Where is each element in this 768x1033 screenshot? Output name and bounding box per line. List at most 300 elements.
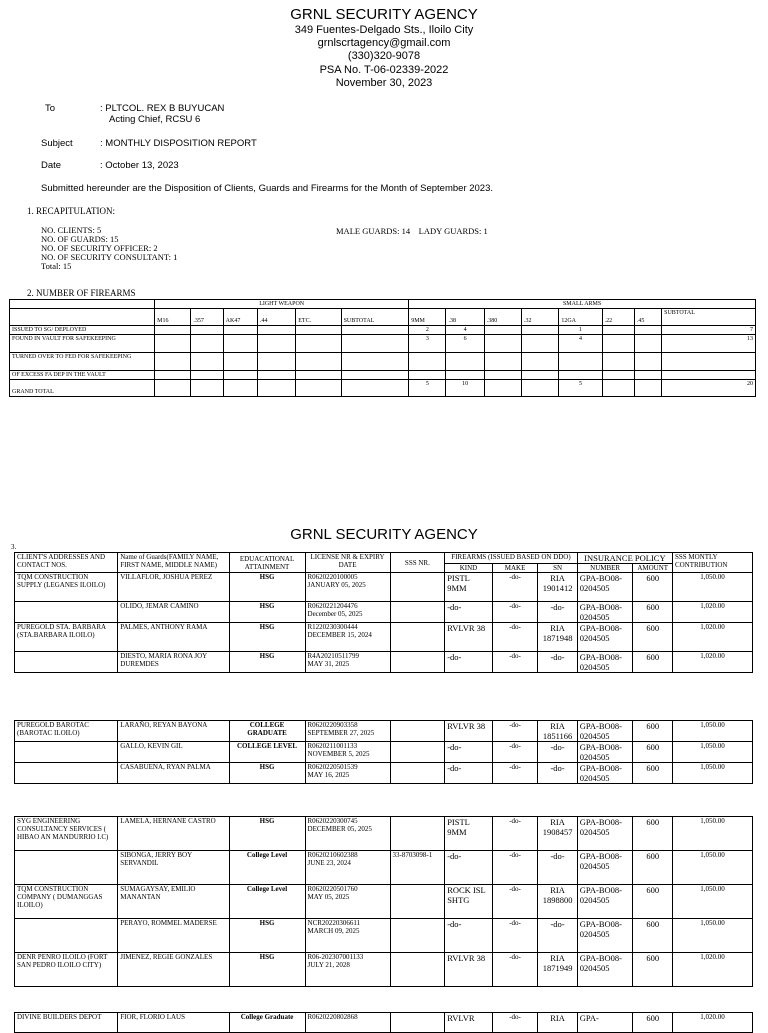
recap-list bbox=[41, 226, 177, 271]
table-row bbox=[15, 953, 753, 987]
cell-contrib: 1,050.00 bbox=[672, 885, 752, 919]
date-label: Date bbox=[41, 160, 62, 171]
firearms-cell bbox=[155, 353, 191, 371]
firearms-cell: 3 bbox=[409, 335, 446, 353]
cell-kind: RVLVR 38 bbox=[445, 953, 493, 987]
firearms-cell bbox=[257, 353, 295, 371]
cell-make: -do- bbox=[492, 953, 538, 987]
cell-kind: PISTL 9MM bbox=[445, 817, 493, 851]
firearms-row bbox=[10, 380, 756, 397]
psa-number: PSA No. T-06-02339-2022 bbox=[319, 64, 449, 76]
license-number: R0620220903358 bbox=[307, 721, 358, 729]
table-row bbox=[15, 602, 753, 623]
guards-table-3 bbox=[14, 816, 753, 987]
firearms-heading: 2. NUMBER OF FIREARMS bbox=[27, 288, 136, 298]
col-header: .22 bbox=[602, 309, 634, 326]
firearms-cell bbox=[522, 353, 559, 371]
cell-educ: HSG bbox=[229, 953, 305, 987]
col-header: SUBTOTAL bbox=[662, 309, 756, 326]
cell-make: -do- bbox=[492, 817, 538, 851]
male-guards: MALE GUARDS: 14 bbox=[336, 226, 411, 236]
cell-sn: RIA 1851166 bbox=[538, 721, 577, 742]
firearms-cell: 1 bbox=[559, 326, 602, 335]
cell-client bbox=[15, 602, 118, 623]
cell-name: LAMELA, HERNANE CASTRO bbox=[118, 817, 229, 851]
cell-sn: -do- bbox=[538, 919, 577, 953]
cell-amt: 600 bbox=[633, 652, 672, 673]
firearms-cell bbox=[602, 371, 634, 380]
section-number: 3. bbox=[11, 543, 17, 551]
license-expiry: JULY 21, 2028 bbox=[307, 961, 350, 969]
cell-sn: RIA 1908457 bbox=[538, 817, 577, 851]
cell-lic bbox=[305, 885, 390, 919]
firearms-cell bbox=[155, 380, 191, 397]
cell-lic bbox=[305, 763, 390, 784]
cell-contrib: 1,050.00 bbox=[672, 721, 752, 742]
cell-sss bbox=[390, 885, 445, 919]
firearms-cell bbox=[191, 353, 223, 371]
cell-make: -do- bbox=[492, 721, 538, 742]
firearms-cell: 20 bbox=[662, 380, 756, 397]
cell-make: -do- bbox=[492, 602, 538, 623]
license-number: R0620220501760 bbox=[307, 885, 358, 893]
cell-educ: HSG bbox=[229, 919, 305, 953]
cell-make: -do- bbox=[492, 919, 538, 953]
cell-kind: -do- bbox=[445, 763, 493, 784]
cell-name: JIMENEZ, REGIE GONZALES bbox=[118, 953, 229, 987]
cell-sss bbox=[390, 817, 445, 851]
cell-amt: 600 bbox=[633, 623, 672, 652]
cell-lic bbox=[305, 953, 390, 987]
cell-client: PUREGOLD STA. BARBARA (STA.BARBARA ILOILO) bbox=[15, 623, 118, 652]
firearms-cell: 5 bbox=[409, 380, 446, 397]
cell-client: TQM CONSTRUCTION COMPANY ( DUMANGGAS ILOILO) bbox=[15, 885, 118, 919]
firearms-cell bbox=[634, 353, 661, 371]
firearms-cell bbox=[662, 371, 756, 380]
firearms-cell: 6 bbox=[446, 335, 484, 353]
cell-kind: -do- bbox=[445, 742, 493, 763]
cell-kind: RVLVR 38 bbox=[445, 721, 493, 742]
cell-kind: ROCK ISL SHTG bbox=[445, 885, 493, 919]
cell-name: SUMAGAYSAY, EMILIO MANANTAN bbox=[118, 885, 229, 919]
license-number: R0620211001133 bbox=[307, 742, 358, 750]
license-expiry: MARCH 09, 2025 bbox=[307, 927, 360, 935]
cell-name: OLIDO, JEMAR CAMINO bbox=[118, 602, 229, 623]
firearms-cell bbox=[522, 380, 559, 397]
col-header: ETC. bbox=[296, 309, 341, 326]
guards-rows bbox=[15, 573, 753, 673]
firearms-cell bbox=[191, 335, 223, 353]
subject-label: Subject bbox=[41, 138, 73, 149]
to-title: Acting Chief, RCSU 6 bbox=[109, 114, 201, 125]
table-row bbox=[15, 763, 753, 784]
firearms-cell: 4 bbox=[446, 326, 484, 335]
recap-total: Total: 15 bbox=[41, 261, 72, 271]
license-expiry: MAY 05, 2025 bbox=[307, 893, 350, 901]
row-label: GRAND TOTAL bbox=[10, 380, 155, 397]
hdr-kind: KIND bbox=[445, 564, 493, 573]
license-number: R0620220300745 bbox=[307, 817, 358, 825]
guards-table-2 bbox=[14, 720, 753, 784]
cell-lic bbox=[305, 721, 390, 742]
cell-name: PALMES, ANTHONY RAMA bbox=[118, 623, 229, 652]
lady-guards: LADY GUARDS: 1 bbox=[418, 226, 488, 236]
cell-num: GPA-BO08-0204505 bbox=[577, 817, 633, 851]
firearms-cell bbox=[559, 371, 602, 380]
cell-kind: -do- bbox=[445, 652, 493, 673]
cell-num: GPA-BO08-0204505 bbox=[577, 742, 633, 763]
firearms-cell bbox=[409, 371, 446, 380]
agency-name: GRNL SECURITY AGENCY bbox=[290, 6, 478, 23]
cell-educ: College Level bbox=[229, 851, 305, 885]
cell-client bbox=[15, 851, 118, 885]
letter-date: November 30, 2023 bbox=[335, 77, 433, 89]
firearms-cell bbox=[155, 326, 191, 335]
firearms-cell: 13 bbox=[662, 335, 756, 353]
cell-client: PUREGOLD BAROTAC (BAROTAC ILOILO) bbox=[15, 721, 118, 742]
firearms-cell bbox=[341, 371, 409, 380]
firearms-cell bbox=[341, 353, 409, 371]
row-label: FOUND IN VAULT FOR SAFEKEEPING bbox=[10, 335, 155, 353]
cell-amt: 600 bbox=[633, 851, 672, 885]
cell-num: GPA-BO08-0204505 bbox=[577, 623, 633, 652]
firearms-cell bbox=[155, 335, 191, 353]
license-expiry: SEPTEMBER 27, 2025 bbox=[307, 729, 375, 737]
cell-educ: COLLEGE GRADUATE bbox=[229, 721, 305, 742]
cell-contrib: 1,050.00 bbox=[672, 763, 752, 784]
firearms-cell bbox=[296, 353, 341, 371]
cell-contrib: 1,050.00 bbox=[672, 573, 752, 602]
cell-lic bbox=[305, 602, 390, 623]
cell-make: -do- bbox=[492, 851, 538, 885]
firearms-cell: 4 bbox=[559, 335, 602, 353]
firearms-cell bbox=[191, 371, 223, 380]
firearms-cell bbox=[484, 326, 521, 335]
cell-make: -do- bbox=[492, 885, 538, 919]
firearms-cell bbox=[257, 380, 295, 397]
table-row bbox=[15, 851, 753, 885]
cell-sss bbox=[390, 623, 445, 652]
cell-amt: 600 bbox=[633, 885, 672, 919]
recap-guards: NO. OF GUARDS: 15 bbox=[41, 234, 119, 244]
firearms-cell bbox=[559, 353, 602, 371]
firearms-cell bbox=[662, 353, 756, 371]
guards-rows bbox=[15, 721, 753, 784]
cell-lic bbox=[305, 1013, 390, 1033]
cell-sss bbox=[390, 721, 445, 742]
cell-educ: HSG bbox=[229, 652, 305, 673]
firearms-cell bbox=[602, 335, 634, 353]
firearms-cell bbox=[296, 380, 341, 397]
firearms-row bbox=[10, 326, 756, 335]
agency-name-2: GRNL SECURITY AGENCY bbox=[290, 526, 478, 543]
agency-address: 349 Fuentes-Delgado Sts., Iloilo City bbox=[294, 24, 474, 36]
firearms-cell bbox=[257, 335, 295, 353]
cell-num: GPA-BO08-0204505 bbox=[577, 721, 633, 742]
license-number: R0620210602388 bbox=[307, 851, 358, 859]
cell-amt: 600 bbox=[633, 742, 672, 763]
firearms-cell bbox=[446, 353, 484, 371]
table-row bbox=[15, 573, 753, 602]
license-expiry: DECEMBER 15, 2024 bbox=[307, 631, 372, 639]
license-expiry: DECEMBER 05, 2025 bbox=[307, 825, 372, 833]
cell-name: SIBONGA, JERRY BOY SERVANDIL bbox=[118, 851, 229, 885]
guards-header-row bbox=[15, 553, 753, 564]
cell-name: DIESTO, MARIA RONA JOY DUREMDES bbox=[118, 652, 229, 673]
table-row bbox=[15, 817, 753, 851]
table-row bbox=[15, 721, 753, 742]
col-header: .44 bbox=[257, 309, 295, 326]
firearms-cell bbox=[522, 371, 559, 380]
license-expiry: MAY 16, 2025 bbox=[307, 771, 350, 779]
col-header: 12GA bbox=[559, 309, 602, 326]
cell-client bbox=[15, 763, 118, 784]
cell-client: DENR PENRO ILOILO (FORT SAN PEDRO ILOILO CITY) bbox=[15, 953, 118, 987]
firearms-cell bbox=[296, 371, 341, 380]
license-number: R0620220501539 bbox=[307, 763, 358, 771]
cell-kind: RVLVR 38 bbox=[445, 623, 493, 652]
cell-lic bbox=[305, 652, 390, 673]
license-number: R06-202307001133 bbox=[307, 953, 364, 961]
firearms-cell bbox=[409, 353, 446, 371]
hdr-educ: EDUACATIONAL ATTAINMENT bbox=[229, 553, 305, 573]
firearms-cell: 10 bbox=[446, 380, 484, 397]
license-number: NCR20220306611 bbox=[307, 919, 361, 927]
firearms-cell bbox=[296, 335, 341, 353]
cell-make: -do- bbox=[492, 652, 538, 673]
table-row bbox=[15, 919, 753, 953]
firearms-cell bbox=[602, 380, 634, 397]
cell-kind: -do- bbox=[445, 851, 493, 885]
to-label: To bbox=[45, 103, 56, 114]
cell-client: DIVINE BUILDERS DEPOT bbox=[15, 1013, 118, 1033]
recap-consultant: NO. OF SECURITY CONSULTANT: 1 bbox=[41, 252, 178, 262]
firearms-cell: 2 bbox=[409, 326, 446, 335]
license-expiry: JUNE 23, 2024 bbox=[307, 859, 351, 867]
cell-sss bbox=[390, 652, 445, 673]
license-number: R0620220100005 bbox=[307, 573, 358, 581]
firearms-table bbox=[9, 299, 756, 397]
firearms-cell bbox=[634, 326, 661, 335]
guards-table-4 bbox=[14, 1012, 753, 1033]
firearms-cell bbox=[602, 326, 634, 335]
col-header: M16 bbox=[155, 309, 191, 326]
recap-gender bbox=[336, 226, 488, 236]
cell-educ: HSG bbox=[229, 623, 305, 652]
group-small-arms: SMALL ARMS bbox=[409, 300, 756, 309]
date-value: : October 13, 2023 bbox=[100, 160, 179, 171]
cell-educ: HSG bbox=[229, 573, 305, 602]
cell-lic bbox=[305, 919, 390, 953]
cell-num: GPA-BO08-0204505 bbox=[577, 602, 633, 623]
cell-sn: -do- bbox=[538, 742, 577, 763]
cell-amt: 600 bbox=[633, 763, 672, 784]
cell-contrib: 1,050.00 bbox=[672, 851, 752, 885]
table-row bbox=[15, 623, 753, 652]
cell-num: GPA-BO08-0204505 bbox=[577, 885, 633, 919]
col-header: 9MM bbox=[409, 309, 446, 326]
cell-contrib: 1,050.00 bbox=[672, 742, 752, 763]
firearms-cell bbox=[341, 326, 409, 335]
cell-sn: -do- bbox=[538, 602, 577, 623]
cell-num: GPA-BO08-0204505 bbox=[577, 573, 633, 602]
license-expiry: NOVEMBER 5, 2025 bbox=[307, 750, 370, 758]
firearms-cell bbox=[484, 335, 521, 353]
cell-sn: -do- bbox=[538, 652, 577, 673]
cell-amt: 600 bbox=[633, 919, 672, 953]
cell-kind: PISTL 9MM bbox=[445, 573, 493, 602]
cell-sss: 33-8703098-1 bbox=[390, 851, 445, 885]
cell-amt: 600 bbox=[633, 721, 672, 742]
cell-educ: HSG bbox=[229, 817, 305, 851]
subject-value: : MONTHLY DISPOSITION REPORT bbox=[100, 138, 257, 149]
cell-sss bbox=[390, 763, 445, 784]
license-number: R1220230300444 bbox=[307, 623, 358, 631]
cell-num: GPA-BO08-0204505 bbox=[577, 763, 633, 784]
cell-client: SYG ENGINEERING CONSULTANCY SERVICES ( HIBAO AN MANDURRIO I.C) bbox=[15, 817, 118, 851]
cell-lic bbox=[305, 623, 390, 652]
firearms-cell bbox=[257, 371, 295, 380]
recap-so: NO. OF SECURITY OFFICER: 2 bbox=[41, 243, 158, 253]
cell-make: -do- bbox=[492, 742, 538, 763]
row-label: OF EXCESS FA DEP IN THE VAULT bbox=[10, 371, 155, 380]
cell-name: LARAÑO, REYAN BAYONA bbox=[118, 721, 229, 742]
hdr-amount: AMOUNT bbox=[633, 564, 672, 573]
cell-contrib: 1,050.00 bbox=[672, 817, 752, 851]
firearms-cell: 7 bbox=[662, 326, 756, 335]
firearms-cell bbox=[155, 371, 191, 380]
table-row bbox=[15, 652, 753, 673]
cell-amt: 600 bbox=[633, 573, 672, 602]
cell-client bbox=[15, 742, 118, 763]
cell-num: GPA- bbox=[577, 1013, 633, 1033]
guards-rows bbox=[15, 817, 753, 987]
cell-client: TQM CONSTRUCTION SUPPLY (LEGANES ILOILO) bbox=[15, 573, 118, 602]
cell-amt: 600 bbox=[633, 953, 672, 987]
cell-sn: RIA bbox=[538, 1013, 577, 1033]
agency-email: grnlscrtagency@gmail.com bbox=[317, 37, 451, 49]
hdr-insurance: INSURANCE POLICY bbox=[577, 553, 672, 564]
hdr-firearms: FIREARMS (ISSUED BASED ON DDO) bbox=[445, 553, 578, 564]
intro-text: Submitted hereunder are the Disposition of Clients, Guards and Firearms for the Month of September 2023. bbox=[41, 183, 494, 194]
col-header: .38 bbox=[446, 309, 484, 326]
cell-name: GALLO, KEVIN GIL bbox=[118, 742, 229, 763]
cell-sss bbox=[390, 602, 445, 623]
license-expiry: December 05, 2025 bbox=[307, 610, 363, 618]
hdr-number: NUMBER bbox=[577, 564, 633, 573]
license-expiry: MAY 31, 2025 bbox=[307, 660, 350, 668]
firearms-cell bbox=[484, 371, 521, 380]
hdr-license: LICENSE NR & EXPIRY DATE bbox=[305, 553, 390, 573]
cell-lic bbox=[305, 851, 390, 885]
firearms-cell bbox=[522, 335, 559, 353]
col-header: SUBTOTAL bbox=[341, 309, 409, 326]
cell-num: GPA-BO08-0204505 bbox=[577, 851, 633, 885]
firearms-cell bbox=[257, 326, 295, 335]
firearms-cell bbox=[446, 371, 484, 380]
cell-contrib: 1,020.00 bbox=[672, 652, 752, 673]
firearms-cell bbox=[191, 380, 223, 397]
recap-clients: NO. CLIENTS: 5 bbox=[41, 225, 102, 235]
cell-make: -do- bbox=[492, 1013, 538, 1033]
recap-heading: 1. RECAPITULATION: bbox=[27, 206, 115, 216]
cell-client bbox=[15, 919, 118, 953]
firearms-cell bbox=[223, 353, 257, 371]
firearms-cell bbox=[634, 371, 661, 380]
col-header: .357 bbox=[191, 309, 223, 326]
firearms-cell bbox=[522, 326, 559, 335]
cell-contrib: 1,020.00 bbox=[672, 602, 752, 623]
cell-amt: 600 bbox=[633, 1013, 672, 1033]
cell-sn: RIA 1871949 bbox=[538, 953, 577, 987]
cell-sss bbox=[390, 919, 445, 953]
license-expiry: JANUARY 05, 2025 bbox=[307, 581, 366, 589]
cell-sn: -do- bbox=[538, 851, 577, 885]
firearms-cell bbox=[296, 326, 341, 335]
firearms-cell bbox=[223, 335, 257, 353]
cell-sss bbox=[390, 573, 445, 602]
firearms-cell bbox=[484, 353, 521, 371]
firearms-col-headers bbox=[10, 309, 756, 326]
agency-phone: (330)320-9078 bbox=[347, 50, 421, 62]
cell-sn: -do- bbox=[538, 763, 577, 784]
row-label: TURNED OVER TO FED FOR SAFEKEEPING bbox=[10, 353, 155, 371]
guards-rows bbox=[15, 1013, 753, 1033]
cell-name: FIOR, FLORIO LAUS bbox=[118, 1013, 229, 1033]
cell-amt: 600 bbox=[633, 602, 672, 623]
firearms-row bbox=[10, 335, 756, 353]
hdr-make: MAKE bbox=[492, 564, 538, 573]
firearms-row bbox=[10, 371, 756, 380]
group-light-weapon: LIGHT WEAPON bbox=[155, 300, 409, 309]
cell-kind: -do- bbox=[445, 919, 493, 953]
cell-contrib: 1,050.00 bbox=[672, 919, 752, 953]
cell-contrib: 1,020.00 bbox=[672, 623, 752, 652]
firearms-cell bbox=[341, 335, 409, 353]
firearms-cell bbox=[341, 380, 409, 397]
table-row bbox=[15, 1013, 753, 1033]
firearms-cell bbox=[223, 371, 257, 380]
col-header: .45 bbox=[634, 309, 661, 326]
cell-name: VILLAFLOR, JOSHUA PEREZ bbox=[118, 573, 229, 602]
cell-name: PERAYO, ROMMEL MADERSE bbox=[118, 919, 229, 953]
to-value: : PLTCOL. REX B BUYUCAN bbox=[100, 103, 225, 114]
cell-num: GPA-BO08-0204505 bbox=[577, 919, 633, 953]
license-number: R0620220802868 bbox=[307, 1013, 358, 1021]
hdr-contrib: SSS MONTLY CONTRIBUTION bbox=[672, 553, 752, 573]
hdr-sss: SSS NR. bbox=[390, 553, 445, 573]
firearms-cell bbox=[634, 380, 661, 397]
firearms-cell bbox=[223, 326, 257, 335]
cell-sss bbox=[390, 953, 445, 987]
firearms-cell bbox=[602, 353, 634, 371]
cell-lic bbox=[305, 817, 390, 851]
firearms-cell bbox=[634, 335, 661, 353]
cell-num: GPA-BO08-0204505 bbox=[577, 953, 633, 987]
table-row bbox=[15, 742, 753, 763]
guards-table-1 bbox=[14, 552, 753, 673]
cell-sn: RIA 1901412 bbox=[538, 573, 577, 602]
cell-educ: College Graduate bbox=[229, 1013, 305, 1033]
hdr-client: CLIENT'S ADDRESSES AND CONTACT NOS. bbox=[15, 553, 118, 573]
cell-lic bbox=[305, 742, 390, 763]
cell-name: CASABUENA, RYAN PALMA bbox=[118, 763, 229, 784]
col-header: AK47 bbox=[223, 309, 257, 326]
firearms-cell bbox=[484, 380, 521, 397]
cell-contrib: 1,020.00 bbox=[672, 953, 752, 987]
firearms-rows bbox=[10, 326, 756, 397]
row-label: ISSUED TO SG/ DEPLOYED bbox=[10, 326, 155, 335]
